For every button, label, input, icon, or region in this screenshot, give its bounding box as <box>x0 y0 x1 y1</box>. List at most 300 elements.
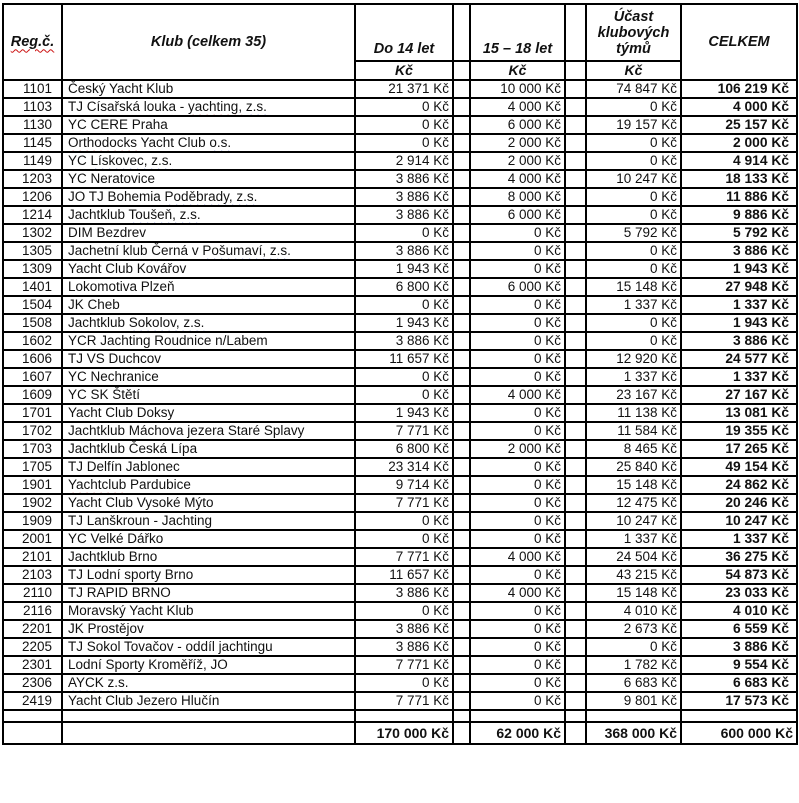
club-teams-amount-cell: 15 148 Kč <box>586 278 681 296</box>
club-teams-amount-cell: 0 Kč <box>586 152 681 170</box>
row-total-cell: 19 355 Kč <box>681 422 797 440</box>
reg-number-cell: 1309 <box>3 260 62 278</box>
table-footer <box>3 710 797 744</box>
reg-number-cell: 1705 <box>3 458 62 476</box>
gap-cell <box>453 638 470 656</box>
club-teams-amount-cell: 6 683 Kč <box>586 674 681 692</box>
table-row <box>3 116 797 134</box>
age-15-18-amount-cell: 0 Kč <box>470 656 565 674</box>
table-row <box>3 368 797 386</box>
club-name-cell <box>62 134 355 152</box>
club-teams-amount-cell: 9 801 Kč <box>586 692 681 710</box>
under-14-amount-cell: 0 Kč <box>355 386 453 404</box>
age-15-18-amount-cell: 0 Kč <box>470 404 565 422</box>
club-text: Yacht Club Jezero Hlučín <box>68 693 220 708</box>
club-text: JK Cheb <box>68 297 120 312</box>
gap-cell <box>565 440 586 458</box>
reg-number-cell: 2306 <box>3 674 62 692</box>
club-teams-amount-cell: 0 Kč <box>586 332 681 350</box>
age-15-18-amount-cell: 0 Kč <box>470 512 565 530</box>
spacer-cell <box>355 710 453 722</box>
gap-cell <box>453 692 470 710</box>
table-row <box>3 314 797 332</box>
gap-cell <box>565 80 586 98</box>
reg-number-cell: 1206 <box>3 188 62 206</box>
reg-number-cell: 1401 <box>3 278 62 296</box>
header-club-teams: Účast klubových týmů <box>586 4 681 61</box>
row-total-cell: 23 033 Kč <box>681 584 797 602</box>
age-15-18-amount-cell: 4 000 Kč <box>470 170 565 188</box>
row-total-cell: 25 157 Kč <box>681 116 797 134</box>
club-name-cell <box>62 476 355 494</box>
table-row <box>3 206 797 224</box>
club-teams-amount-cell: 4 010 Kč <box>586 602 681 620</box>
gap-cell <box>565 512 586 530</box>
gap-cell <box>453 80 470 98</box>
row-total-cell: 11 886 Kč <box>681 188 797 206</box>
row-total-cell: 54 873 Kč <box>681 566 797 584</box>
grand-total: 600 000 Kč <box>681 722 797 744</box>
header-currency-15-18: Kč <box>470 61 565 80</box>
club-text: TJ RAPID BRNO <box>68 585 171 600</box>
table-row <box>3 530 797 548</box>
club-teams-amount-cell: 11 584 Kč <box>586 422 681 440</box>
club-name-cell <box>62 620 355 638</box>
club-teams-amount-cell: 19 157 Kč <box>586 116 681 134</box>
age-15-18-amount-cell: 2 000 Kč <box>470 440 565 458</box>
grammar-underlined-text: Toušeň, z.s. <box>128 207 201 222</box>
gap-cell <box>453 260 470 278</box>
gap-cell <box>453 656 470 674</box>
gap-cell <box>453 566 470 584</box>
age-15-18-amount-cell: 0 Kč <box>470 530 565 548</box>
table-row <box>3 260 797 278</box>
club-name-cell <box>62 206 355 224</box>
gap-cell <box>565 422 586 440</box>
club-text: TJ Sokol Tovačov - oddíl jachtingu <box>68 639 273 654</box>
under-14-amount-cell: 21 371 Kč <box>355 80 453 98</box>
gap-cell <box>453 98 470 116</box>
table-row <box>3 638 797 656</box>
age-15-18-amount-cell: 4 000 Kč <box>470 548 565 566</box>
gap-cell <box>453 476 470 494</box>
table-row <box>3 242 797 260</box>
club-name-cell <box>62 260 355 278</box>
age-15-18-amount-cell: 0 Kč <box>470 296 565 314</box>
gap-cell <box>453 386 470 404</box>
totals-gap-1 <box>453 722 470 744</box>
spacer-cell <box>3 710 62 722</box>
age-15-18-amount-cell: 0 Kč <box>470 332 565 350</box>
under-14-amount-cell: 3 886 Kč <box>355 242 453 260</box>
gap-cell <box>565 494 586 512</box>
reg-number-cell: 2205 <box>3 638 62 656</box>
row-total-cell: 49 154 Kč <box>681 458 797 476</box>
gap-cell <box>453 350 470 368</box>
club-teams-amount-cell: 10 247 Kč <box>586 512 681 530</box>
gap-cell <box>453 296 470 314</box>
age-15-18-amount-cell: 0 Kč <box>470 476 565 494</box>
table-row <box>3 548 797 566</box>
reg-number-cell: 1702 <box>3 422 62 440</box>
club-name-cell <box>62 674 355 692</box>
header-gap-2-currency <box>565 61 586 80</box>
club-name-cell <box>62 116 355 134</box>
table-row <box>3 296 797 314</box>
gap-cell <box>565 98 586 116</box>
row-total-cell: 4 000 Kč <box>681 98 797 116</box>
gap-cell <box>453 512 470 530</box>
gap-cell <box>565 260 586 278</box>
age-15-18-amount-cell: 4 000 Kč <box>470 98 565 116</box>
reg-number-cell: 2116 <box>3 602 62 620</box>
club-teams-amount-cell: 10 247 Kč <box>586 170 681 188</box>
gap-cell <box>565 458 586 476</box>
under-14-amount-cell: 0 Kč <box>355 134 453 152</box>
reg-number-cell: 2103 <box>3 566 62 584</box>
under-14-amount-cell: 0 Kč <box>355 116 453 134</box>
spacer-cell <box>470 710 565 722</box>
header-15-18: 15 – 18 let <box>470 4 565 61</box>
gap-cell <box>453 188 470 206</box>
row-total-cell: 24 577 Kč <box>681 350 797 368</box>
grammar-underlined-text: z.s. <box>245 99 267 114</box>
reg-number-cell: 2419 <box>3 692 62 710</box>
age-15-18-amount-cell: 0 Kč <box>470 692 565 710</box>
gap-cell <box>565 188 586 206</box>
gap-cell <box>453 134 470 152</box>
reg-number-cell: 2110 <box>3 584 62 602</box>
club-name-cell <box>62 548 355 566</box>
table-row <box>3 152 797 170</box>
reg-number-cell: 1508 <box>3 314 62 332</box>
club-teams-amount-cell: 5 792 Kč <box>586 224 681 242</box>
gap-cell <box>453 170 470 188</box>
club-teams-amount-cell: 0 Kč <box>586 260 681 278</box>
club-teams-amount-cell: 25 840 Kč <box>586 458 681 476</box>
gap-cell <box>453 422 470 440</box>
gap-cell <box>453 368 470 386</box>
gap-cell <box>453 116 470 134</box>
reg-number-cell: 1149 <box>3 152 62 170</box>
row-total-cell: 13 081 Kč <box>681 404 797 422</box>
club-text: YC <box>68 153 91 168</box>
under-14-amount-cell: 1 943 Kč <box>355 260 453 278</box>
reg-number-cell: 1302 <box>3 224 62 242</box>
club-teams-amount-cell: 24 504 Kč <box>586 548 681 566</box>
age-15-18-amount-cell: 6 000 Kč <box>470 206 565 224</box>
grammar-underlined-text: AYCK z.s. <box>68 675 129 690</box>
row-total-cell: 3 886 Kč <box>681 638 797 656</box>
reg-number-cell: 1145 <box>3 134 62 152</box>
gap-cell <box>565 656 586 674</box>
under-14-amount-cell: 3 886 Kč <box>355 638 453 656</box>
club-teams-amount-cell: 0 Kč <box>586 98 681 116</box>
club-text: Yacht Club <box>137 135 210 150</box>
club-name-cell <box>62 188 355 206</box>
row-total-cell: 1 943 Kč <box>681 314 797 332</box>
club-text: Jachtklub <box>68 315 129 330</box>
grammar-underlined-text: Poděbrady, z.s. <box>164 189 258 204</box>
under-14-amount-cell: 11 657 Kč <box>355 350 453 368</box>
gap-cell <box>565 530 586 548</box>
totals-gap-2 <box>565 722 586 744</box>
age-15-18-amount-cell: 0 Kč <box>470 638 565 656</box>
age-15-18-amount-cell: 0 Kč <box>470 260 565 278</box>
row-total-cell: 6 683 Kč <box>681 674 797 692</box>
spellcheck-underlined-text: Orthodocks <box>68 135 138 150</box>
under-14-amount-cell: 1 943 Kč <box>355 314 453 332</box>
row-total-cell: 17 265 Kč <box>681 440 797 458</box>
gap-cell <box>565 134 586 152</box>
row-total-cell: 18 133 Kč <box>681 170 797 188</box>
club-name-cell <box>62 494 355 512</box>
table-row <box>3 188 797 206</box>
gap-cell <box>565 116 586 134</box>
age-15-18-amount-cell: 2 000 Kč <box>470 152 565 170</box>
club-text: Lodní Sporty Kroměříž, JO <box>68 657 228 672</box>
club-name-cell <box>62 602 355 620</box>
row-total-cell: 9 886 Kč <box>681 206 797 224</box>
gap-cell <box>453 206 470 224</box>
club-name-cell <box>62 638 355 656</box>
header-reg-number <box>3 4 62 80</box>
club-teams-amount-cell: 8 465 Kč <box>586 440 681 458</box>
club-text: YC Neratovice <box>68 171 156 186</box>
club-name-cell <box>62 368 355 386</box>
gap-cell <box>453 152 470 170</box>
club-text: YC CERE Praha <box>68 117 168 132</box>
club-funding-table <box>2 3 798 745</box>
club-text: YCR Jachting Roudnice n/Labem <box>68 333 268 348</box>
club-text: YC Velké Dářko <box>68 531 164 546</box>
gap-cell <box>453 242 470 260</box>
header-gap-1 <box>453 4 470 61</box>
club-text: Yacht Club Doksy <box>68 405 175 420</box>
table-row <box>3 656 797 674</box>
club-text: Jachtklub <box>68 207 129 222</box>
gap-cell <box>453 494 470 512</box>
gap-cell <box>565 296 586 314</box>
club-text: Český Yacht Klub <box>68 81 174 96</box>
row-total-cell: 27 167 Kč <box>681 386 797 404</box>
table-row <box>3 80 797 98</box>
under-14-amount-cell: 6 800 Kč <box>355 440 453 458</box>
gap-cell <box>565 242 586 260</box>
club-text: Moravský Yacht Klub <box>68 603 194 618</box>
header-total: CELKEM <box>681 4 797 80</box>
gap-cell <box>565 206 586 224</box>
reg-number-cell: 2201 <box>3 620 62 638</box>
club-teams-amount-cell: 74 847 Kč <box>586 80 681 98</box>
under-14-amount-cell: 9 714 Kč <box>355 476 453 494</box>
gap-cell <box>565 332 586 350</box>
club-name-cell <box>62 566 355 584</box>
age-15-18-amount-cell: 4 000 Kč <box>470 584 565 602</box>
row-total-cell: 6 559 Kč <box>681 620 797 638</box>
totals-reg-cell <box>3 722 62 744</box>
club-teams-amount-cell: 12 475 Kč <box>586 494 681 512</box>
club-text: TJ Císařská louka - <box>68 99 189 114</box>
club-teams-amount-cell: 1 337 Kč <box>586 368 681 386</box>
reg-number-cell: 2101 <box>3 548 62 566</box>
grammar-underlined-text: o.s. <box>209 135 232 150</box>
club-text: TJ VS Duchcov <box>68 351 162 366</box>
club-teams-amount-cell: 43 215 Kč <box>586 566 681 584</box>
spellcheck-underlined-text: Yachtclub <box>68 477 127 492</box>
gap-cell <box>565 638 586 656</box>
spacer-row <box>3 710 797 722</box>
age-15-18-amount-cell: 6 000 Kč <box>470 116 565 134</box>
club-name-cell <box>62 242 355 260</box>
club-teams-amount-cell: 0 Kč <box>586 242 681 260</box>
header-under-14: Do 14 let <box>355 4 453 61</box>
age-15-18-amount-cell: 0 Kč <box>470 602 565 620</box>
club-name-cell <box>62 98 355 116</box>
reg-number-cell: 1703 <box>3 440 62 458</box>
club-teams-amount-cell: 0 Kč <box>586 134 681 152</box>
table-row <box>3 278 797 296</box>
gap-cell <box>565 674 586 692</box>
row-total-cell: 4 010 Kč <box>681 602 797 620</box>
reg-number-cell: 1607 <box>3 368 62 386</box>
age-15-18-amount-cell: 10 000 Kč <box>470 80 565 98</box>
table-row <box>3 476 797 494</box>
header-gap-1-currency <box>453 61 470 80</box>
gap-cell <box>453 278 470 296</box>
reg-number-cell: 1609 <box>3 386 62 404</box>
under-14-amount-cell: 1 943 Kč <box>355 404 453 422</box>
club-text: Jachtklub Brno <box>68 549 158 564</box>
table-row <box>3 674 797 692</box>
gap-cell <box>565 386 586 404</box>
age-15-18-amount-cell: 6 000 Kč <box>470 278 565 296</box>
club-name-cell <box>62 350 355 368</box>
club-teams-amount-cell: 1 337 Kč <box>586 296 681 314</box>
gap-cell <box>565 620 586 638</box>
total-15-18: 62 000 Kč <box>470 722 565 744</box>
gap-cell <box>453 332 470 350</box>
header-currency-under-14: Kč <box>355 61 453 80</box>
club-name-cell <box>62 692 355 710</box>
gap-cell <box>453 404 470 422</box>
club-teams-amount-cell: 0 Kč <box>586 314 681 332</box>
total-club-teams: 368 000 Kč <box>586 722 681 744</box>
grammar-underlined-text: Sokolov, z.s. <box>128 315 205 330</box>
totals-club-cell <box>62 722 355 744</box>
club-text: Lokomotiva Plzeň <box>68 279 175 294</box>
club-name-cell <box>62 656 355 674</box>
gap-cell <box>453 458 470 476</box>
spellcheck-underlined-text: yachting, <box>188 99 243 114</box>
totals-row <box>3 722 797 744</box>
club-name-cell <box>62 314 355 332</box>
under-14-amount-cell: 0 Kč <box>355 368 453 386</box>
club-name-cell <box>62 296 355 314</box>
club-teams-amount-cell: 15 148 Kč <box>586 584 681 602</box>
club-teams-amount-cell: 11 138 Kč <box>586 404 681 422</box>
row-total-cell: 1 943 Kč <box>681 260 797 278</box>
row-total-cell: 36 275 Kč <box>681 548 797 566</box>
under-14-amount-cell: 3 886 Kč <box>355 170 453 188</box>
gap-cell <box>453 530 470 548</box>
under-14-amount-cell: 6 800 Kč <box>355 278 453 296</box>
age-15-18-amount-cell: 0 Kč <box>470 566 565 584</box>
gap-cell <box>565 368 586 386</box>
row-total-cell: 27 948 Kč <box>681 278 797 296</box>
club-text: TJ Delfín Jablonec <box>68 459 180 474</box>
club-name-cell <box>62 584 355 602</box>
under-14-amount-cell: 0 Kč <box>355 602 453 620</box>
reg-number-cell: 1305 <box>3 242 62 260</box>
club-text: JO TJ Bohemia <box>68 189 165 204</box>
gap-cell <box>565 404 586 422</box>
table-row <box>3 620 797 638</box>
gap-cell <box>565 584 586 602</box>
under-14-amount-cell: 7 771 Kč <box>355 656 453 674</box>
club-teams-amount-cell: 0 Kč <box>586 638 681 656</box>
under-14-amount-cell: 23 314 Kč <box>355 458 453 476</box>
age-15-18-amount-cell: 0 Kč <box>470 350 565 368</box>
reg-number-cell: 1101 <box>3 80 62 98</box>
club-name-cell <box>62 422 355 440</box>
reg-number-cell: 1203 <box>3 170 62 188</box>
club-text: DIM Bezdrev <box>68 225 147 240</box>
row-total-cell: 9 554 Kč <box>681 656 797 674</box>
header-currency-club-teams: Kč <box>586 61 681 80</box>
table-row <box>3 494 797 512</box>
age-15-18-amount-cell: 0 Kč <box>470 494 565 512</box>
reg-number-cell: 1606 <box>3 350 62 368</box>
under-14-amount-cell: 7 771 Kč <box>355 422 453 440</box>
spacer-cell <box>453 710 470 722</box>
under-14-amount-cell: 0 Kč <box>355 674 453 692</box>
row-total-cell: 5 792 Kč <box>681 224 797 242</box>
header-reg-number-label: Reg.č. <box>10 33 55 50</box>
table-row <box>3 224 797 242</box>
reg-number-cell: 1602 <box>3 332 62 350</box>
row-total-cell: 106 219 Kč <box>681 80 797 98</box>
table-row <box>3 692 797 710</box>
gap-cell <box>565 476 586 494</box>
under-14-amount-cell: 0 Kč <box>355 98 453 116</box>
age-15-18-amount-cell: 0 Kč <box>470 620 565 638</box>
grammar-underlined-text: Pošumaví, z.s. <box>202 243 291 258</box>
under-14-amount-cell: 0 Kč <box>355 530 453 548</box>
gap-cell <box>565 692 586 710</box>
gap-cell <box>565 314 586 332</box>
table-row <box>3 404 797 422</box>
gap-cell <box>565 170 586 188</box>
row-total-cell: 20 246 Kč <box>681 494 797 512</box>
club-teams-amount-cell: 15 148 Kč <box>586 476 681 494</box>
gap-cell <box>565 548 586 566</box>
under-14-amount-cell: 3 886 Kč <box>355 188 453 206</box>
age-15-18-amount-cell: 0 Kč <box>470 224 565 242</box>
under-14-amount-cell: 3 886 Kč <box>355 584 453 602</box>
table-row <box>3 332 797 350</box>
club-teams-amount-cell: 0 Kč <box>586 188 681 206</box>
age-15-18-amount-cell: 4 000 Kč <box>470 386 565 404</box>
age-15-18-amount-cell: 0 Kč <box>470 242 565 260</box>
reg-number-cell: 1909 <box>3 512 62 530</box>
age-15-18-amount-cell: 2 000 Kč <box>470 134 565 152</box>
club-name-cell <box>62 458 355 476</box>
reg-number-cell: 1901 <box>3 476 62 494</box>
club-name-cell <box>62 224 355 242</box>
table-row <box>3 566 797 584</box>
table-row <box>3 440 797 458</box>
